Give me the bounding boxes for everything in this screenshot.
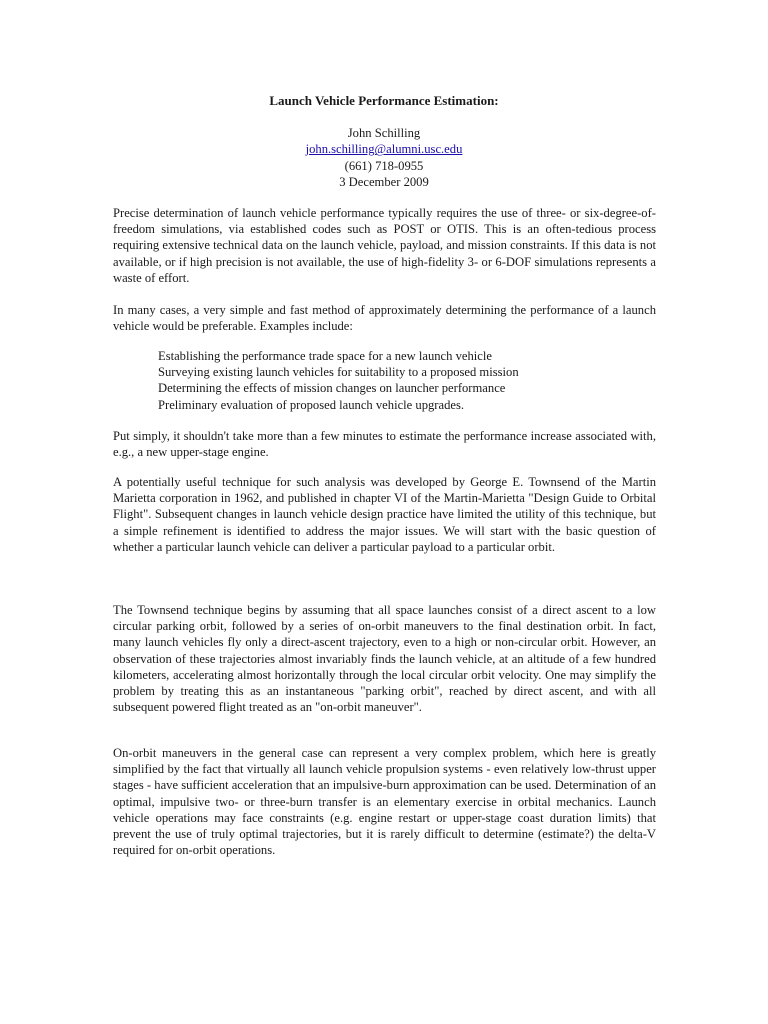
paragraph-townsend-technique: The Townsend technique begins by assuming that all space launches consist of a direct ascent to a low circular parking orbit, followed by a series of on-orbit maneuvers to the final destination orbit. In fact, many launch vehicles fly only a direct-ascent trajectory, even to a high or non-circular orbit. However, an observation of these trajectories almost invariably finds the launch vehicle, at an altitude of a few hundred kilometers, accelerating almost horizontally through the local circular orbit velocity. One may simplify the problem by treating this as an instantaneous "parking orbit", reached by direct ascent, and with all subsequent powered flight treated as an "on-orbit maneuver". [113,603,656,715]
list-item: Preliminary evaluation of proposed launch vehicle upgrades. [158,397,465,412]
document-date: 3 December 2009 [339,175,429,190]
paragraph-on-orbit-maneuvers: On-orbit maneuvers in the general case can represent a very complex problem, which here is greatly simplified by the fact that virtually all launch vehicle propulsion systems - even relatively low-thrust upper stages - have sufficient acceleration that an impulsive-burn approximation can be used. Determination of an optimal, impulsive two- or three-burn transfer is an elementary exercise in orbital mechanics. Launch vehicle operations may face constraints (e.g. engine restart or upper-stage coast duration limits) that prevent the use of truly optimal trajectories, but it is rarely difficult to determine (estimate?) the delta-V required for on-orbit operations. [113,746,656,858]
list-item: Surveying existing launch vehicles for suitability to a proposed mission [158,365,519,380]
paragraph-put-simply: Put simply, it shouldn't take more than a few minutes to estimate the performance increase associated with, e.g., a new upper-stage engine. [113,429,656,460]
author-phone: (661) 718-0955 [344,158,424,173]
author-name: John Schilling [347,126,421,140]
author-email-link[interactable]: john.schilling@alumni.usc.edu [305,142,463,157]
paragraph-intro: Precise determination of launch vehicle performance typically requires the use of three- or six-degree-of-freedom simulations, via established codes such as POST or OTIS. This is an often-tedious process requiring extensive technical data on the launch vehicle, payload, and mission constraints. If this data is not available, or if high precision is not available, the use of high-fidelity 3- or 6-DOF simulations represents a waste of effort. [113,206,656,285]
list-item: Establishing the performance trade space for a new launch vehicle [158,349,492,363]
paragraph-townsend-origin: A potentially useful technique for such analysis was developed by George E. Townsend of the Martin Marietta corporation in 1962, and published in chapter VI of the Martin-Marietta "Design Guide to Orbital Flight". Subsequent changes in launch vehicle design practice have limited the utility of this technique, but a simple refinement is identified to address the major issues. We will start with the basic question of whether a particular launch vehicle can deliver a particular payload to a particular orbit. [113,475,656,554]
list-item: Determining the effects of mission changes on launcher performance [158,381,506,396]
paragraph-examples-intro: In many cases, a very simple and fast method of approximately determining the performance of a launch vehicle would be preferable. Examples include: [113,303,656,334]
author-block [0,125,768,191]
document-title: Launch Vehicle Performance Estimation: [269,93,499,108]
examples-list [158,348,656,413]
